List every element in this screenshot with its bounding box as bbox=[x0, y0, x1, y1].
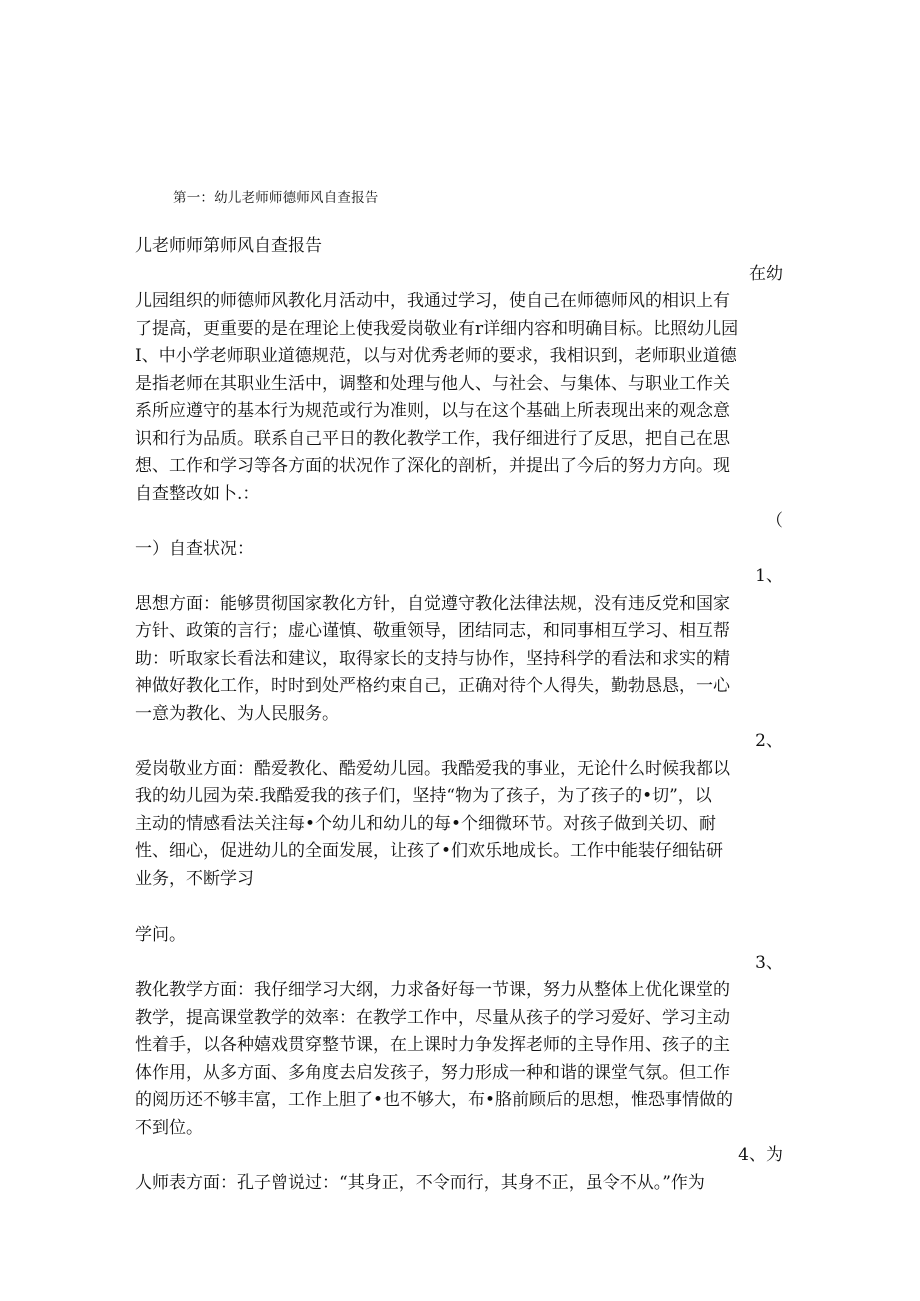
text-line: I、中小学老师职业道德规范，以与对优秀老师的要求，我相识到，老师职业道德 bbox=[135, 346, 737, 366]
text-line: 助：听取家长看法和建议，取得家长的支持与协作，坚持科学的看法和求实的精 bbox=[135, 648, 730, 669]
paragraph-gap bbox=[135, 893, 783, 922]
intro-paragraph bbox=[135, 261, 783, 509]
text-line: 一）自查状况： bbox=[135, 538, 254, 559]
text-line: 自查整改如卜.： bbox=[135, 483, 260, 504]
item-number: 4、为 bbox=[738, 1145, 783, 1165]
section-heading bbox=[135, 508, 783, 563]
text-line: 思想方面：能够贯彻国家教化方针，自觉遵守教化法律法规，没有违反党和国家 bbox=[135, 593, 730, 614]
text-line: 人师表方面：孔子曾说过：“其身正，不令而行，其身不正，虽令不从。”作为 bbox=[135, 1172, 705, 1193]
text-line: 了提高，更重要的是在理论上使我爱岗敬业有r详细内容和明确目标。比照幼儿园 bbox=[135, 318, 739, 339]
item-number: 3、 bbox=[755, 952, 783, 973]
text-line: 业务，不断学习 bbox=[135, 868, 254, 889]
text-line: 识和行为品质。联系自己平日的教化教学工作，我仔细进行了反思，把自己在思 bbox=[135, 428, 730, 449]
text-line: 体作用，从多方面、多角度去启发孩子，努力形成一种和谐的课堂气氛。但工作 bbox=[135, 1062, 730, 1083]
item-1-paragraph bbox=[135, 563, 783, 728]
text-line: 性着手，以各种嬉戏贯穿整节课，在上课时力争发挥老师的主导作用、孩子的主 bbox=[135, 1035, 730, 1055]
text-line: 想、工作和学习等各方面的状况作了深化的剖析，并提出了今后的努力方向。现 bbox=[135, 456, 730, 476]
text-line: （ bbox=[766, 511, 783, 531]
text-line: 儿园组织的师德师风教化月活动中，我通过学习，使自己在师德师风的相识上有 bbox=[135, 291, 730, 311]
header-title: 第一：幼儿老师师德师风自查报告 bbox=[173, 190, 379, 206]
item-number: 2、 bbox=[755, 731, 783, 751]
text-line: 方针、政策的言行；虚心谨慎、敬重领导，团结同志，和同事相互学习、相互帮 bbox=[135, 621, 730, 641]
item-2-paragraph bbox=[135, 728, 783, 893]
text-line: 不到位。 bbox=[135, 1117, 203, 1138]
text-line: 在幼 bbox=[749, 263, 783, 284]
text-line: 教化教学方面：我仔细学习大纲，力求备好每一节课，努力从整体上优化课堂的 bbox=[135, 980, 730, 1000]
text-line: 教学，提高课堂教学的效率：在教学工作中，尽量从孩子的学习爱好、学习主动 bbox=[135, 1007, 730, 1028]
text-line: 主动的情感看法关注每•个幼儿和幼儿的每•个细微环节。对孩子做到关切、耐 bbox=[135, 813, 717, 834]
text-line: 性、细心，促进幼儿的全面发展，让孩了•们欢乐地成长。工作中能装仔细钻研 bbox=[135, 841, 724, 861]
item-3-paragraph bbox=[135, 950, 783, 1143]
text-line: 神做好教化工作，时时到处严格约束自己，正确对待个人得失，勤勃恳恳，一心 bbox=[135, 676, 730, 696]
text-line: 的阅历还不够丰富，工作上胆了•也不够大，布•胳前顾后的思想，惟恐事情做的 bbox=[135, 1090, 734, 1110]
text-line: 是指老师在其职业生活中，调整和处理与他人、与社会、与集体、与职业工作关 bbox=[135, 373, 730, 394]
text-line: 系所应遵守的基本行为规范或行为准则，以与在这个基础上所表现出来的观念意 bbox=[135, 401, 730, 421]
item-4-paragraph bbox=[135, 1142, 783, 1197]
text-line: 学问。 bbox=[135, 925, 186, 945]
item-number: 1、 bbox=[755, 566, 783, 586]
text-line: 一意为教化、为人民服务。 bbox=[135, 703, 339, 724]
text-line: 爱岗敬业方面：酷爱教化、酷爱幼儿园。我酷爱我的事业，无论什么时候我都以 bbox=[135, 758, 730, 779]
document-body bbox=[135, 233, 783, 1197]
document-title: 儿老师师第师风自查报告 bbox=[135, 236, 322, 256]
text-line: 我的幼儿园为荣.我酷爱我的孩子们，坚持“物为了孩子，为了孩子的•切”，以 bbox=[135, 786, 712, 806]
